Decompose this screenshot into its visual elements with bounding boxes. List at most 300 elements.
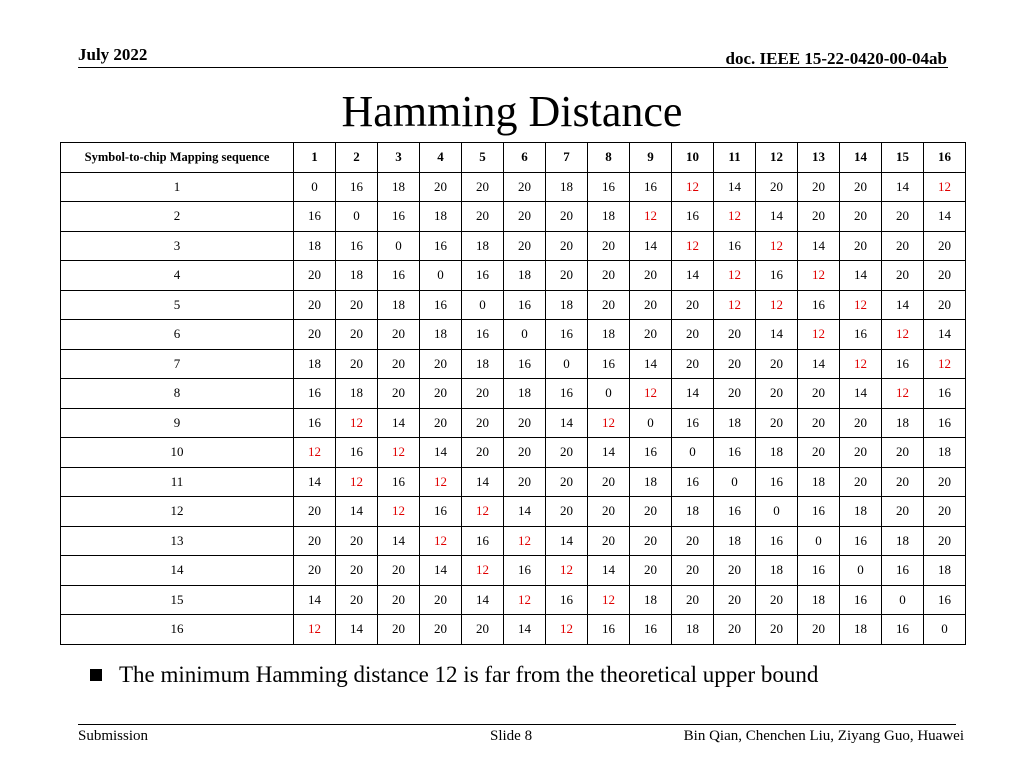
table-cell: 14	[630, 231, 672, 261]
table-cell: 20	[798, 615, 840, 645]
table-cell: 12	[924, 349, 966, 379]
table-cell: 20	[798, 438, 840, 468]
square-bullet-icon	[90, 669, 102, 681]
table-cell: 14	[882, 172, 924, 202]
row-label: 7	[61, 349, 294, 379]
column-header: 4	[420, 143, 462, 173]
table-cell: 16	[546, 320, 588, 350]
table-cell: 16	[756, 526, 798, 556]
table-cell: 0	[756, 497, 798, 527]
row-label: 11	[61, 467, 294, 497]
table-row	[61, 231, 966, 261]
table-row	[61, 290, 966, 320]
table-cell: 14	[714, 172, 756, 202]
table-cell: 0	[420, 261, 462, 291]
table-cell: 0	[504, 320, 546, 350]
table-cell: 16	[672, 467, 714, 497]
table-cell: 12	[882, 320, 924, 350]
hamming-distance-table	[60, 142, 966, 645]
table-cell: 16	[378, 202, 420, 232]
table-cell: 12	[798, 261, 840, 291]
table-cell: 20	[924, 497, 966, 527]
table-cell: 16	[588, 349, 630, 379]
table-cell: 20	[336, 526, 378, 556]
table-cell: 12	[462, 556, 504, 586]
table-cell: 0	[588, 379, 630, 409]
table-cell: 18	[672, 615, 714, 645]
table-cell: 14	[798, 349, 840, 379]
table-cell: 20	[882, 438, 924, 468]
row-label: 9	[61, 408, 294, 438]
row-label: 1	[61, 172, 294, 202]
table-row	[61, 172, 966, 202]
table-cell: 20	[714, 320, 756, 350]
table-cell: 16	[924, 408, 966, 438]
table-cell: 12	[630, 202, 672, 232]
table-cell: 20	[588, 261, 630, 291]
row-label: 16	[61, 615, 294, 645]
column-header: 15	[882, 143, 924, 173]
table-cell: 12	[924, 172, 966, 202]
table-cell: 18	[714, 526, 756, 556]
table-cell: 16	[336, 438, 378, 468]
table-cell: 18	[840, 497, 882, 527]
table-cell: 20	[546, 467, 588, 497]
table-cell: 20	[630, 556, 672, 586]
table-cell: 0	[462, 290, 504, 320]
table-row	[61, 320, 966, 350]
table-cell: 16	[672, 202, 714, 232]
table-cell: 12	[546, 615, 588, 645]
table-cell: 14	[462, 585, 504, 615]
column-header: 14	[840, 143, 882, 173]
table-cell: 16	[630, 172, 672, 202]
table-cell: 20	[420, 349, 462, 379]
table-cell: 14	[840, 379, 882, 409]
table-cell: 20	[840, 467, 882, 497]
table-cell: 12	[336, 408, 378, 438]
table-cell: 18	[420, 320, 462, 350]
table-cell: 18	[378, 290, 420, 320]
table-cell: 14	[546, 408, 588, 438]
table-cell: 16	[420, 290, 462, 320]
table-cell: 12	[588, 585, 630, 615]
table-cell: 18	[882, 408, 924, 438]
row-label: 10	[61, 438, 294, 468]
table-cell: 18	[630, 585, 672, 615]
table-cell: 14	[630, 349, 672, 379]
table-cell: 14	[588, 556, 630, 586]
row-label: 15	[61, 585, 294, 615]
column-header: 12	[756, 143, 798, 173]
table-cell: 20	[840, 231, 882, 261]
table-cell: 20	[714, 585, 756, 615]
table-cell: 0	[840, 556, 882, 586]
table-cell: 20	[798, 379, 840, 409]
table-cell: 20	[546, 438, 588, 468]
table-cell: 14	[588, 438, 630, 468]
column-header: 5	[462, 143, 504, 173]
table-cell: 20	[672, 290, 714, 320]
table-cell: 12	[672, 172, 714, 202]
table-cell: 20	[882, 261, 924, 291]
table-cell: 12	[714, 261, 756, 291]
table-cell: 12	[714, 290, 756, 320]
table-cell: 14	[336, 497, 378, 527]
table-cell: 12	[294, 438, 336, 468]
table-header-row	[61, 143, 966, 173]
table-cell: 18	[882, 526, 924, 556]
table-cell: 20	[672, 556, 714, 586]
table-cell: 20	[714, 349, 756, 379]
table-cell: 20	[504, 172, 546, 202]
table-cell: 16	[924, 379, 966, 409]
table-cell: 16	[630, 438, 672, 468]
table-cell: 14	[378, 408, 420, 438]
header-divider	[78, 67, 948, 68]
table-cell: 20	[840, 202, 882, 232]
table-cell: 20	[756, 379, 798, 409]
table-cell: 20	[336, 290, 378, 320]
table-cell: 20	[756, 408, 798, 438]
table-cell: 20	[378, 320, 420, 350]
column-header: 9	[630, 143, 672, 173]
table-cell: 20	[378, 379, 420, 409]
table-cell: 20	[798, 202, 840, 232]
table-cell: 20	[420, 585, 462, 615]
table-cell: 20	[546, 231, 588, 261]
table-cell: 14	[462, 467, 504, 497]
footer-authors: Bin Qian, Chenchen Liu, Ziyang Guo, Huawei	[683, 728, 964, 744]
table-cell: 20	[462, 438, 504, 468]
table-cell: 16	[672, 408, 714, 438]
table-cell: 16	[840, 585, 882, 615]
table-cell: 18	[504, 379, 546, 409]
footer-submission: Submission	[78, 728, 149, 744]
table-cell: 12	[840, 349, 882, 379]
table-cell: 16	[924, 585, 966, 615]
table-cell: 20	[924, 290, 966, 320]
table-cell: 14	[546, 526, 588, 556]
table-cell: 18	[630, 467, 672, 497]
table-cell: 20	[924, 231, 966, 261]
column-header: 1	[294, 143, 336, 173]
table-row	[61, 408, 966, 438]
table-cell: 20	[924, 467, 966, 497]
table-cell: 20	[546, 261, 588, 291]
table-cell: 12	[588, 408, 630, 438]
table-cell: 12	[756, 290, 798, 320]
table-row	[61, 379, 966, 409]
table-cell: 0	[630, 408, 672, 438]
table-cell: 20	[924, 261, 966, 291]
table-cell: 20	[630, 320, 672, 350]
table-cell: 20	[588, 290, 630, 320]
header-doc-id: doc. IEEE 15-22-0420-00-04ab	[725, 49, 947, 68]
table-cell: 18	[924, 556, 966, 586]
table-cell: 20	[378, 349, 420, 379]
column-header: 16	[924, 143, 966, 173]
table-cell: 18	[798, 467, 840, 497]
table-cell: 20	[588, 231, 630, 261]
table-cell: 20	[294, 261, 336, 291]
table-cell: 12	[798, 320, 840, 350]
table-cell: 16	[714, 231, 756, 261]
row-label: 3	[61, 231, 294, 261]
table-cell: 16	[882, 349, 924, 379]
table-cell: 14	[294, 467, 336, 497]
table-cell: 14	[882, 290, 924, 320]
table-corner-label: Symbol-to-chip Mapping sequence	[61, 143, 294, 173]
table-cell: 20	[294, 556, 336, 586]
table-cell: 16	[714, 497, 756, 527]
table-cell: 20	[294, 526, 336, 556]
table-row	[61, 261, 966, 291]
table-cell: 16	[882, 556, 924, 586]
table-cell: 16	[294, 408, 336, 438]
row-label: 4	[61, 261, 294, 291]
table-cell: 20	[504, 231, 546, 261]
table-cell: 20	[882, 202, 924, 232]
table-cell: 20	[504, 467, 546, 497]
table-cell: 20	[336, 349, 378, 379]
table-cell: 20	[840, 438, 882, 468]
table-cell: 16	[840, 526, 882, 556]
table-cell: 20	[588, 526, 630, 556]
table-cell: 16	[588, 172, 630, 202]
table-cell: 20	[840, 172, 882, 202]
table-cell: 14	[420, 556, 462, 586]
row-label: 13	[61, 526, 294, 556]
table-cell: 18	[588, 320, 630, 350]
table-cell: 20	[714, 615, 756, 645]
table-cell: 18	[336, 261, 378, 291]
column-header: 6	[504, 143, 546, 173]
table-cell: 20	[756, 349, 798, 379]
table-cell: 16	[546, 585, 588, 615]
table-cell: 18	[336, 379, 378, 409]
column-header: 2	[336, 143, 378, 173]
table-cell: 16	[336, 231, 378, 261]
table-cell: 0	[714, 467, 756, 497]
table-cell: 16	[756, 261, 798, 291]
table-cell: 16	[504, 290, 546, 320]
table-cell: 20	[420, 172, 462, 202]
table-cell: 14	[798, 231, 840, 261]
table-cell: 16	[462, 261, 504, 291]
table-cell: 20	[672, 320, 714, 350]
table-cell: 16	[546, 379, 588, 409]
table-cell: 20	[462, 408, 504, 438]
table-cell: 16	[504, 556, 546, 586]
table-cell: 14	[504, 615, 546, 645]
table-cell: 14	[840, 261, 882, 291]
footer-slide-number: Slide 8	[490, 728, 533, 744]
row-label: 6	[61, 320, 294, 350]
table-cell: 14	[294, 585, 336, 615]
table-cell: 20	[840, 408, 882, 438]
table-cell: 12	[630, 379, 672, 409]
table-cell: 20	[588, 497, 630, 527]
table-cell: 12	[504, 585, 546, 615]
table-cell: 12	[378, 497, 420, 527]
table-cell: 18	[546, 290, 588, 320]
table-row	[61, 526, 966, 556]
column-header: 11	[714, 143, 756, 173]
table-cell: 12	[462, 497, 504, 527]
table-cell: 18	[294, 231, 336, 261]
table-cell: 20	[882, 231, 924, 261]
column-header: 7	[546, 143, 588, 173]
table-cell: 18	[378, 172, 420, 202]
table-cell: 20	[798, 408, 840, 438]
table-cell: 0	[378, 231, 420, 261]
table-cell: 18	[756, 556, 798, 586]
table-cell: 20	[630, 261, 672, 291]
table-cell: 16	[882, 615, 924, 645]
row-label: 14	[61, 556, 294, 586]
table-cell: 0	[336, 202, 378, 232]
table-cell: 20	[630, 526, 672, 556]
table-cell: 20	[714, 379, 756, 409]
table-cell: 20	[756, 615, 798, 645]
table-cell: 20	[294, 290, 336, 320]
table-cell: 20	[420, 379, 462, 409]
table-cell: 18	[714, 408, 756, 438]
table-cell: 16	[798, 290, 840, 320]
table-cell: 16	[294, 379, 336, 409]
table-cell: 18	[756, 438, 798, 468]
table-row	[61, 349, 966, 379]
table-cell: 20	[672, 349, 714, 379]
table-cell: 12	[756, 231, 798, 261]
table-cell: 20	[882, 497, 924, 527]
table-cell: 0	[924, 615, 966, 645]
table-cell: 14	[756, 320, 798, 350]
table-cell: 12	[294, 615, 336, 645]
table-cell: 16	[714, 438, 756, 468]
table-cell: 18	[798, 585, 840, 615]
table-cell: 12	[882, 379, 924, 409]
table-cell: 16	[294, 202, 336, 232]
table-cell: 0	[294, 172, 336, 202]
table-cell: 20	[378, 556, 420, 586]
table-cell: 20	[546, 202, 588, 232]
table-cell: 14	[336, 615, 378, 645]
table-cell: 20	[462, 172, 504, 202]
table-cell: 12	[714, 202, 756, 232]
table-cell: 18	[294, 349, 336, 379]
table-cell: 0	[546, 349, 588, 379]
table-cell: 16	[420, 231, 462, 261]
table-cell: 20	[588, 467, 630, 497]
table-cell: 12	[378, 438, 420, 468]
table-cell: 20	[630, 497, 672, 527]
table-cell: 20	[336, 556, 378, 586]
table-row	[61, 202, 966, 232]
table-cell: 18	[420, 202, 462, 232]
footer-divider	[78, 724, 956, 725]
table-cell: 16	[336, 172, 378, 202]
table-cell: 20	[294, 320, 336, 350]
column-header: 13	[798, 143, 840, 173]
table-cell: 12	[672, 231, 714, 261]
table-cell: 12	[840, 290, 882, 320]
slide-title: Hamming Distance	[341, 87, 683, 136]
table-cell: 20	[336, 320, 378, 350]
table-cell: 0	[672, 438, 714, 468]
table-cell: 18	[546, 172, 588, 202]
table-cell: 12	[546, 556, 588, 586]
table-cell: 18	[462, 349, 504, 379]
table-cell: 16	[504, 349, 546, 379]
table-cell: 16	[630, 615, 672, 645]
table-cell: 20	[504, 202, 546, 232]
table-cell: 18	[924, 438, 966, 468]
table-row	[61, 497, 966, 527]
table-cell: 14	[756, 202, 798, 232]
table-cell: 16	[378, 261, 420, 291]
table-cell: 20	[714, 556, 756, 586]
table-cell: 14	[420, 438, 462, 468]
table-cell: 16	[756, 467, 798, 497]
table-cell: 14	[924, 320, 966, 350]
table-cell: 20	[630, 290, 672, 320]
table-cell: 20	[336, 585, 378, 615]
table-cell: 18	[588, 202, 630, 232]
table-cell: 18	[462, 231, 504, 261]
table-cell: 20	[672, 585, 714, 615]
row-label: 8	[61, 379, 294, 409]
table-cell: 20	[462, 615, 504, 645]
table-cell: 18	[840, 615, 882, 645]
table-cell: 20	[462, 379, 504, 409]
table-cell: 16	[462, 320, 504, 350]
table-cell: 16	[420, 497, 462, 527]
table-cell: 20	[420, 408, 462, 438]
bullet-point	[90, 662, 818, 688]
table-cell: 16	[798, 497, 840, 527]
table-row	[61, 438, 966, 468]
table-row	[61, 556, 966, 586]
table-cell: 12	[420, 467, 462, 497]
bullet-text: The minimum Hamming distance 12 is far from the theoretical upper bound	[119, 662, 819, 687]
table-cell: 20	[924, 526, 966, 556]
table-cell: 20	[798, 172, 840, 202]
table-cell: 20	[504, 408, 546, 438]
table-cell: 0	[882, 585, 924, 615]
table-cell: 0	[798, 526, 840, 556]
column-header: 8	[588, 143, 630, 173]
table-cell: 14	[378, 526, 420, 556]
table-cell: 20	[756, 585, 798, 615]
table-cell: 16	[588, 615, 630, 645]
column-header: 3	[378, 143, 420, 173]
table-cell: 20	[504, 438, 546, 468]
table-cell: 18	[672, 497, 714, 527]
header-date: July 2022	[78, 45, 148, 64]
table-cell: 20	[378, 615, 420, 645]
table-cell: 20	[672, 526, 714, 556]
table-cell: 18	[504, 261, 546, 291]
table-cell: 20	[378, 585, 420, 615]
row-label: 5	[61, 290, 294, 320]
table-row	[61, 585, 966, 615]
table-cell: 14	[504, 497, 546, 527]
table-cell: 16	[840, 320, 882, 350]
table-cell: 12	[420, 526, 462, 556]
column-header: 10	[672, 143, 714, 173]
